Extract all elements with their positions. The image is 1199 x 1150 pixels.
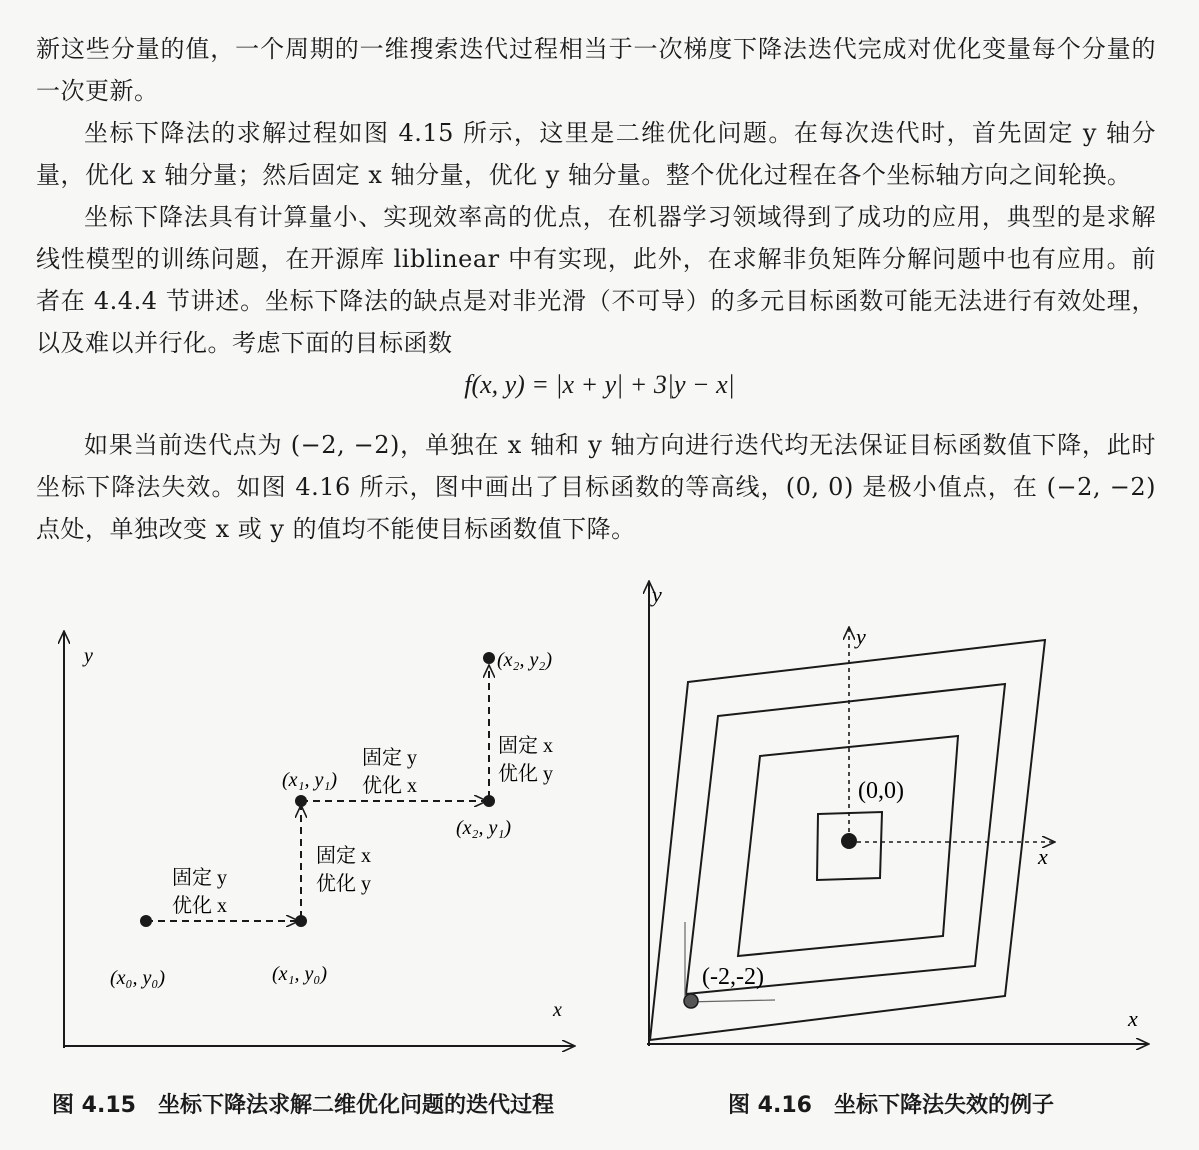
caption-number-4-15: 图 4.15 bbox=[52, 1093, 136, 1118]
fig1-point-1 bbox=[295, 915, 307, 927]
fig1-label-p4: (x₂, y₂) bbox=[497, 649, 552, 671]
fig2-current-point bbox=[684, 994, 698, 1008]
fig1-label-p0: (x₀, y₀) bbox=[110, 967, 165, 989]
fig2-x-label: x bbox=[1128, 1006, 1138, 1031]
caption-text-4-16: 坐标下降法失效的例子 bbox=[833, 1093, 1054, 1118]
paragraph-3: 坐标下降法具有计算量小、实现效率高的优点，在机器学习领域得到了成功的应用，典型的是求解线性模型的训练问题，在开源库 liblinear 中有实现，此外，在求解非负矩阵分解问题中也有应用。前者在 4.4.4 节讲述。坐标下降法的缺点是对非光滑（不可导）的多元目标函数可能无法进行有效处理，以及难以并行化。考虑下面的目标函数 bbox=[36, 203, 1156, 357]
fig1-step3-label-2: 优化 x bbox=[362, 775, 417, 797]
fig1-point-2 bbox=[295, 795, 307, 807]
fig2-minimum-point bbox=[841, 833, 857, 849]
fig1-label-p1: (x₁, y₀) bbox=[272, 963, 327, 985]
caption-number-4-16: 图 4.16 bbox=[728, 1093, 812, 1118]
fig1-step4-label-2: 优化 y bbox=[498, 763, 553, 785]
fig2-point-label: (-2,-2) bbox=[702, 964, 764, 990]
figure-4-15-caption bbox=[52, 1088, 554, 1119]
fig1-step3-label-1: 固定 y bbox=[362, 747, 417, 769]
fig2-y-label: y bbox=[652, 582, 662, 607]
paragraph-4: 如果当前迭代点为 (−2, −2)，单独在 x 轴和 y 轴方向进行迭代均无法保证目标函数值下降，此时坐标下降法失效。如图 4.16 所示，图中画出了目标函数的等高线，(0, 0) 是极小值点，在 (−2, −2) 点处，单独改变 x 或 y 的值均不能使目标函数值下降。 bbox=[36, 431, 1156, 543]
fig1-step2-label-1: 固定 x bbox=[316, 845, 371, 867]
fig1-y-label: y bbox=[84, 645, 93, 667]
figure-4-16 bbox=[620, 570, 1160, 1050]
fig1-step1-label-1: 固定 y bbox=[172, 867, 227, 889]
fig1-step2-label-2: 优化 y bbox=[316, 873, 371, 895]
fig1-step4-label-1: 固定 x bbox=[498, 735, 553, 757]
figure-4-15 bbox=[0, 600, 600, 1080]
paragraph-1: 新这些分量的值，一个周期的一维搜索迭代过程相当于一次梯度下降法迭代完成对优化变量每个分量的一次更新。 bbox=[36, 35, 1156, 105]
caption-text-4-15: 坐标下降法求解二维优化问题的迭代过程 bbox=[157, 1093, 554, 1118]
fig2-inner-y-label: y bbox=[856, 624, 866, 649]
paragraph-2: 坐标下降法的求解过程如图 4.15 所示，这里是二维优化问题。在每次迭代时，首先固定 y 轴分量，优化 x 轴分量；然后固定 x 轴分量，优化 y 轴分量。整个优化过程在各个坐标轴方向之间轮换。 bbox=[36, 119, 1156, 189]
fig1-label-p3: (x₂, y₁) bbox=[456, 817, 511, 839]
fig1-step1-label-2: 优化 x bbox=[172, 895, 227, 917]
fig1-label-p2: (x₁, y₁) bbox=[282, 769, 337, 791]
objective-equation: f(x, y) = |x + y| + 3|y − x| bbox=[464, 370, 735, 399]
fig2-inner-x-label: x bbox=[1038, 844, 1048, 869]
figure-4-16-caption bbox=[728, 1088, 1054, 1119]
fig1-point-3 bbox=[483, 795, 495, 807]
fig1-point-4 bbox=[483, 652, 495, 664]
fig2-origin-label: (0,0) bbox=[858, 778, 904, 804]
fig1-x-label: x bbox=[553, 999, 562, 1021]
fig1-point-0 bbox=[140, 915, 152, 927]
